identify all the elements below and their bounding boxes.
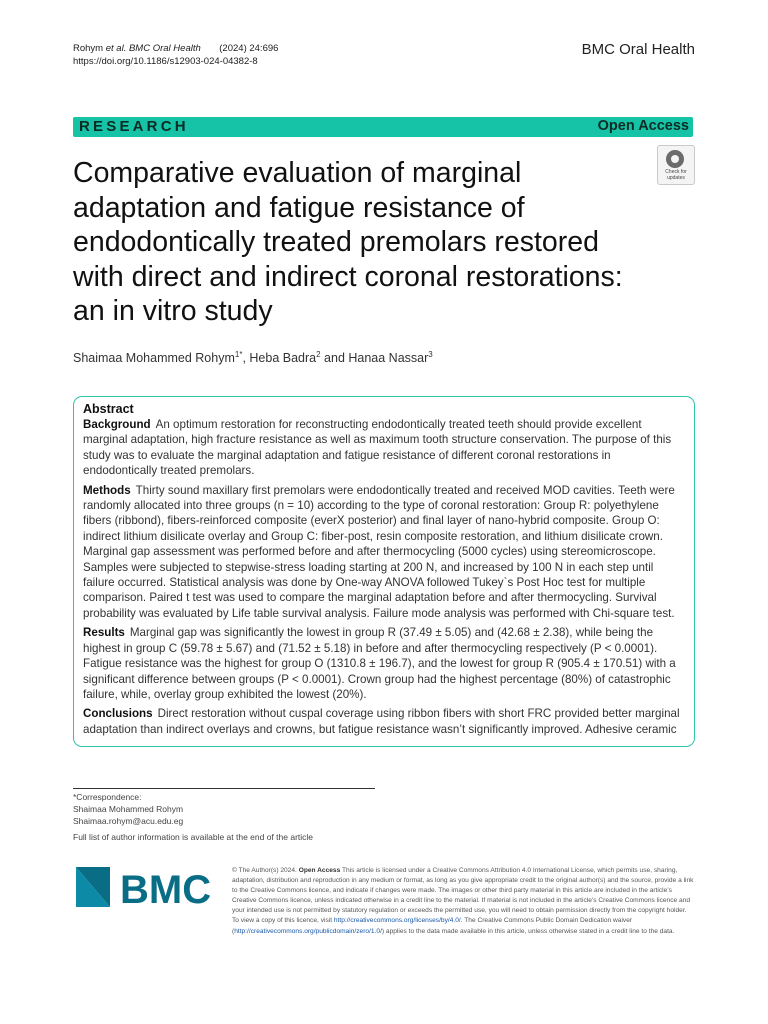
license-text: © The Author(s) 2024. Open Access This article is licensed under a Creative Commons Attribution 4.0 International License, which permits use, sharing, adaptation, distribution and reproduction in any medium or format, as long as you give appropriate credit to the original author(s) and the source, provide a link to the Creative Commons licence, and indicate if changes were made. The images or other third party material in this article are included in the article’s Creative Commons licence, unless indicated otherwise in a credit line to the material. If material is not included in the article’s Creative Commons licence and your intended use is not permitted by statutory regulation or exceeds the permitted use, you will need to obtain permission directly from the copyright holder. To view a copy of this licence, visit http://creativecommons.org/licenses/by/4.0/. The Creative Commons Public Domain Dedication waiver (http://creativecommons.org/publicdomain/zero/1.0/) applies to the data made available in this article, unless otherwise stated in a credit line to the data.: [232, 867, 694, 935]
correspondence-label: *Correspondence:: [73, 792, 142, 802]
citation-etal: et al. BMC Oral Health: [105, 43, 201, 54]
author-info-note: Full list of author information is available at the end of the article: [73, 832, 314, 842]
bmc-logo-text: BMC: [120, 868, 212, 909]
footnote-divider: [73, 788, 375, 789]
abstract-conclusions: Conclusions Direct restoration without cuspal coverage using ribbon fibers with short FRC provided better marginal adaptation than indirect overlays and crowns, but fatigue resistance wasn’t significantly improved. Adhesive ceramic: [83, 707, 680, 736]
correspondence-name: Shaimaa Mohammed Rohym: [73, 804, 184, 814]
correspondence-block: [73, 791, 183, 827]
results-label: Results: [83, 626, 125, 640]
publicdomain-link[interactable]: http://creativecommons.org/publicdomain/zero/1.0/: [234, 927, 382, 935]
license-link[interactable]: http://creativecommons.org/licenses/by/4.0/: [333, 917, 461, 925]
author-name[interactable]: Hanaa Nassar: [348, 351, 429, 366]
conclusions-label: Conclusions: [83, 707, 153, 721]
citation-year: (2024) 24:696: [219, 43, 279, 54]
author-affiliation: 2: [316, 350, 321, 359]
citation-line: [73, 42, 278, 55]
open-access-label: Open Access: [597, 118, 689, 134]
background-label: Background: [83, 418, 151, 431]
check-for-updates-icon: [666, 150, 684, 168]
journal-name: BMC Oral Health: [581, 41, 695, 58]
abstract-box: [73, 396, 695, 747]
abstract-methods: Methods Thirty sound maxillary first premolars were endodontically treated and received MOD cavities. Teeth were randomly allocated into three groups (n = 10) according to the type of coronal restoration: Group R: polyethylene fibers (ribbond), fibers-reinforced composite (everX posterior) and final layer of nano-hybrid composite. Group O: indirect lithium disilicate overlay and Group C: fiber-post, resin composite restoration, and lithium disilicate crown. Marginal gap assessment was performed before and after thermocycling (5000 cycles) using stereomicroscope. Samples were subjected to stepwise-stress loading starting at 200 N, and increased by 100 N in each step until failure occurred. Statistical analysis was done by One-way ANOVA followed Tukey`s Post Hoc test for multiple comparison. Paired t test was used to compare the marginal adaptation before and after thermocycling. Survival probability was evaluated by Life table survival analysis. Failure mode analysis was performed with Chi-square test.: [83, 483, 675, 620]
abstract-background: Background An optimum restoration for reconstructing endodontically treated teeth should provide excellent marginal adaptation, high fracture resistance as well as maximum tooth structure conservation. The purpose of this study was to evaluate the marginal adaptation and fatigue resistance of different coronal restorations in endodontically treated premolars.: [83, 418, 672, 478]
author-list: Shaimaa Mohammed Rohym$^{1*}$, Heba Badra$^2$ and Hanaa Nassar$^3$: [73, 350, 433, 366]
bmc-logo: [76, 865, 216, 909]
citation-header: [73, 42, 278, 68]
article-title: Comparative evaluation of marginal adaptation and fatigue resistance of endodontically treated premolars restored with direct and indirect coronal restorations: an in vitro study: [73, 157, 623, 327]
check-for-updates-label: Check for updates: [665, 169, 687, 181]
author-name[interactable]: Shaimaa Mohammed Rohym: [73, 351, 235, 366]
check-for-updates-button[interactable]: [657, 145, 695, 185]
author-affiliation: 3: [428, 350, 433, 359]
citation-authors: Rohym: [73, 43, 106, 54]
section-banner: [73, 117, 693, 137]
section-label: RESEARCH: [79, 118, 189, 135]
author-affiliation: 1*: [234, 350, 243, 359]
license-open-access: Open Access: [298, 867, 341, 874]
abstract-heading: Abstract: [83, 402, 134, 416]
author-name[interactable]: Heba Badra: [249, 351, 317, 366]
methods-label: Methods: [83, 483, 131, 497]
correspondence-email[interactable]: Shaimaa.rohym@acu.edu.eg: [73, 816, 184, 826]
abstract-results: Results Marginal gap was significantly the lowest in group R (37.49 ± 5.05) and (42.68 ± 2.38), while being the highest in group C (59.78 ± 5.67) and (71.52 ± 5.18) in before and after thermocycling respectively (P < 0.0001). Fatigue resistance was the highest for group O (1310.8 ± 196.7), and the lowest for group R (905.4 ± 170.51) with a significant difference between groups (P < 0.0001). Crown group had the highest percentage (80%) of catastrophic failure, while, overlay group exhibited the lowest (20%).: [83, 626, 676, 701]
doi-link[interactable]: https://doi.org/10.1186/s12903-024-04382-8: [73, 56, 258, 67]
